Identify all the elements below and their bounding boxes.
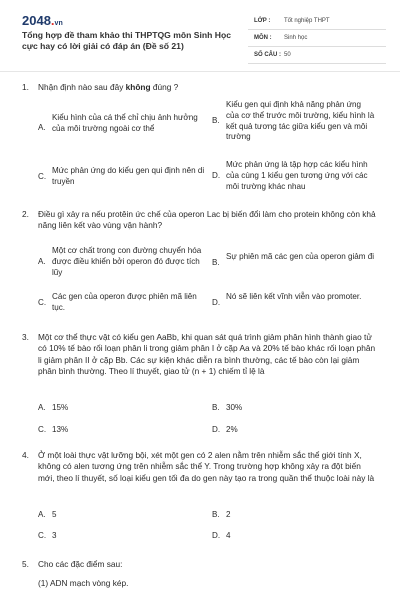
site-logo[interactable]: [22, 13, 63, 28]
question-2: [22, 209, 382, 324]
question-number: 4.: [22, 450, 29, 460]
option-text: Kiểu gen qui định khả năng phản ứng của cơ thể trước môi trường, kiểu hình là kết quả tương tác giữa kiểu gen và môi trường: [226, 100, 375, 142]
meta-key: LỚP :: [254, 18, 271, 24]
option-text: Nó sẽ liên kết vĩnh viễn vào promoter.: [226, 292, 362, 301]
question-text: Ở một loài thực vật lưỡng bội, xét một gen có 2 alen nằm trên nhiễm sắc thể giới tính X, không có alen tương ứng trên nhiễm sắc thể Y. Trong trường hợp không xảy ra đột biến mới, theo lí thuyết, số loại kiểu gen tối đa do gen này tạo ra trong quần thể thuộc loài này là: [38, 450, 375, 483]
option-label: B.: [212, 403, 220, 412]
statement-item: (1) ADN mạch vòng kép.: [38, 578, 129, 588]
question-5: [22, 559, 382, 597]
page-header: [0, 0, 400, 70]
meta-value: Tốt nghiệp THPT: [284, 18, 330, 24]
question-number: 1.: [22, 82, 29, 92]
meta-row-count: [248, 47, 386, 64]
question-3: [22, 332, 382, 440]
option-label: D.: [212, 425, 221, 434]
option-text: 30%: [226, 403, 243, 412]
logo-dot: .: [50, 13, 55, 28]
meta-value: 50: [284, 52, 291, 58]
question-number: 3.: [22, 332, 29, 342]
question-1: [22, 82, 382, 190]
question-text: Một cơ thể thực vật có kiểu gen AaBb, khi quan sát quá trình giảm phân hình thành giao tử có 10% tế bào rối loạn phân li trong giảm phân I ở cặp Aa và 20% tế bào khác rối loạn phân li giảm phân II ở cặp Bb. Các sự kiện khác diễn ra bình thường, các tế bào còn lại giảm phân bình thường. Theo lí thuyết, giao tử (n + 1) chiếm tỉ lệ là: [38, 332, 376, 376]
option-label: A.: [38, 510, 46, 519]
question-number: 2.: [22, 209, 29, 219]
meta-row-subject: [248, 30, 386, 47]
question-text-part: đúng ?: [150, 82, 179, 92]
option-text: 2%: [226, 425, 238, 434]
question-text: Cho các đặc điểm sau:: [38, 559, 123, 569]
meta-table: [248, 13, 386, 64]
meta-key: MÔN :: [254, 35, 272, 41]
option-label: A.: [38, 257, 46, 266]
option-text: 3: [52, 531, 57, 540]
meta-value: Sinh học: [284, 35, 308, 41]
option-text: 4: [226, 531, 231, 540]
option-label: C.: [38, 425, 47, 434]
option-text: Mức phản ứng do kiểu gen qui định nên di truyền: [52, 166, 205, 186]
option-text: 15%: [52, 403, 69, 412]
question-text: Điều gì xảy ra nếu protêin ức chế của operon Lac bị biến đổi làm cho protein không còn khả năng liên kết vào vùng vận hành?: [38, 209, 376, 231]
logo-main: 2048: [22, 13, 51, 28]
option-text: Sự phiên mã các gen của operon giảm đi: [226, 252, 375, 261]
meta-row-class: [248, 13, 386, 30]
option-label: D.: [212, 531, 221, 540]
document-title: Tổng hợp đề tham khảo thi THPTQG môn Sinh Học cực hay có lời giải có đáp án (Đề số 21): [22, 30, 232, 51]
option-label: B.: [212, 116, 220, 125]
option-label: D.: [212, 298, 221, 307]
option-text: 13%: [52, 425, 69, 434]
option-label: B.: [212, 258, 220, 267]
option-label: C.: [38, 531, 47, 540]
question-text: [38, 82, 376, 93]
question-number: 5.: [22, 559, 29, 569]
option-text: Các gen của operon được phiên mã liên tục.: [52, 292, 197, 312]
option-text: Một cơ chất trong con đường chuyển hóa được điều khiển bởi operon đó được tích lũy: [52, 246, 202, 277]
option-label: B.: [212, 510, 220, 519]
option-text: 5: [52, 510, 57, 519]
option-label: A.: [38, 403, 46, 412]
option-label: C.: [38, 172, 47, 181]
question-4: [22, 450, 382, 545]
question-text-emphasis: không: [125, 82, 151, 92]
question-text-part: Nhận định nào sau đây: [38, 82, 126, 92]
option-text: Mức phản ứng là tập hợp các kiểu hình của cùng 1 kiểu gen tương ứng với các môi trường khác nhau: [226, 160, 368, 191]
option-label: A.: [38, 123, 46, 132]
option-text: Kiểu hình của cá thể chỉ chịu ảnh hưởng của môi trường ngoài cơ thể: [52, 113, 198, 133]
option-label: D.: [212, 171, 221, 180]
logo-suffix: vn: [54, 20, 63, 27]
option-text: 2: [226, 510, 231, 519]
option-label: C.: [38, 298, 47, 307]
header-divider: [0, 71, 400, 72]
meta-key: SỐ CÂU :: [254, 52, 281, 58]
